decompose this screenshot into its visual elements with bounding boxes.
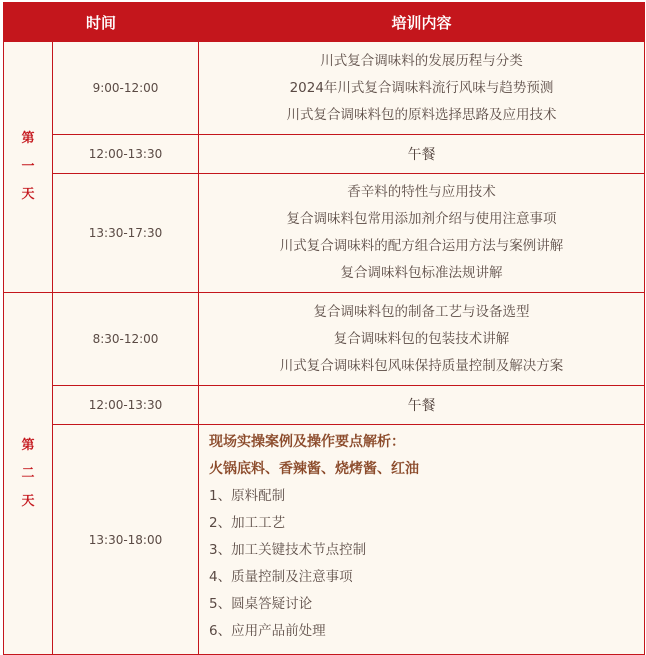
day2-session2-content <box>199 425 645 655</box>
practice-heading: 现场实操案例及操作要点解析： <box>209 434 406 450</box>
schedule-table <box>3 2 645 655</box>
content-line: 香辛料的特性与应用技术 <box>347 184 496 200</box>
day1-session1-row <box>4 42 645 135</box>
day1-lunch-time: 12:00-13:30 <box>53 135 199 174</box>
content-line: 川式复合调味料包的原料选择思路及应用技术 <box>286 106 557 123</box>
content-line: 川式复合调味料包风味保持质量控制及解决方案 <box>279 357 564 374</box>
day1-label-char-1: 第 <box>21 131 35 146</box>
practice-item: 4、质量控制及注意事项 <box>209 569 353 585</box>
header-time: 时间 <box>4 3 199 42</box>
practice-item: 5、圆桌答疑讨论 <box>209 596 313 612</box>
practice-item: 6、应用产品前处理 <box>209 623 326 639</box>
day1-label-char-3: 天 <box>21 187 35 202</box>
practice-item: 2、加工工艺 <box>209 515 286 531</box>
content-line: 2024年川式复合调味料流行风味与趋势预测 <box>289 79 554 96</box>
header-row <box>4 3 645 42</box>
content-line: 复合调味料包标准法规讲解 <box>340 265 503 281</box>
practice-item: 3、加工关键技术节点控制 <box>209 542 367 558</box>
content-line: 复合调味料包的制备工艺与设备选型 <box>313 303 530 320</box>
day2-session1-row <box>4 293 645 386</box>
day2-session2-row <box>4 425 645 655</box>
day2-label <box>4 293 53 655</box>
day1-session1-content <box>199 42 645 135</box>
content-line: 川式复合调味料的发展历程与分类 <box>320 52 523 69</box>
day2-label-char-3: 天 <box>21 493 35 509</box>
practice-item: 1、原料配制 <box>209 488 286 504</box>
header-content: 培训内容 <box>199 3 645 42</box>
day2-session1-content <box>199 293 645 386</box>
practice-products: 火锅底料、香辣酱、烧烤酱、红油 <box>209 461 420 477</box>
day1-session2-row <box>4 174 645 293</box>
day2-label-char-1: 第 <box>21 437 35 453</box>
day1-session2-content <box>199 174 645 293</box>
content-line: 复合调味料包常用添加剂介绍与使用注意事项 <box>286 211 557 227</box>
day2-label-char-2: 二 <box>21 465 35 481</box>
day2-session2-time: 13:30-18:00 <box>53 425 199 655</box>
day2-lunch-row <box>4 386 645 425</box>
day2-lunch-time: 12:00-13:30 <box>53 386 199 425</box>
day1-lunch-row <box>4 135 645 174</box>
day1-session2-time: 13:30-17:30 <box>53 174 199 293</box>
day1-lunch-text: 午餐 <box>199 135 645 174</box>
content-line: 复合调味料包的包装技术讲解 <box>333 330 510 347</box>
day1-session1-time: 9:00-12:00 <box>53 42 199 135</box>
day2-lunch-text: 午餐 <box>199 386 645 425</box>
day1-label <box>4 42 53 293</box>
day1-label-char-2: 一 <box>21 159 35 174</box>
day2-session1-time: 8:30-12:00 <box>53 293 199 386</box>
content-line: 川式复合调味料的配方组合运用方法与案例讲解 <box>279 238 564 254</box>
